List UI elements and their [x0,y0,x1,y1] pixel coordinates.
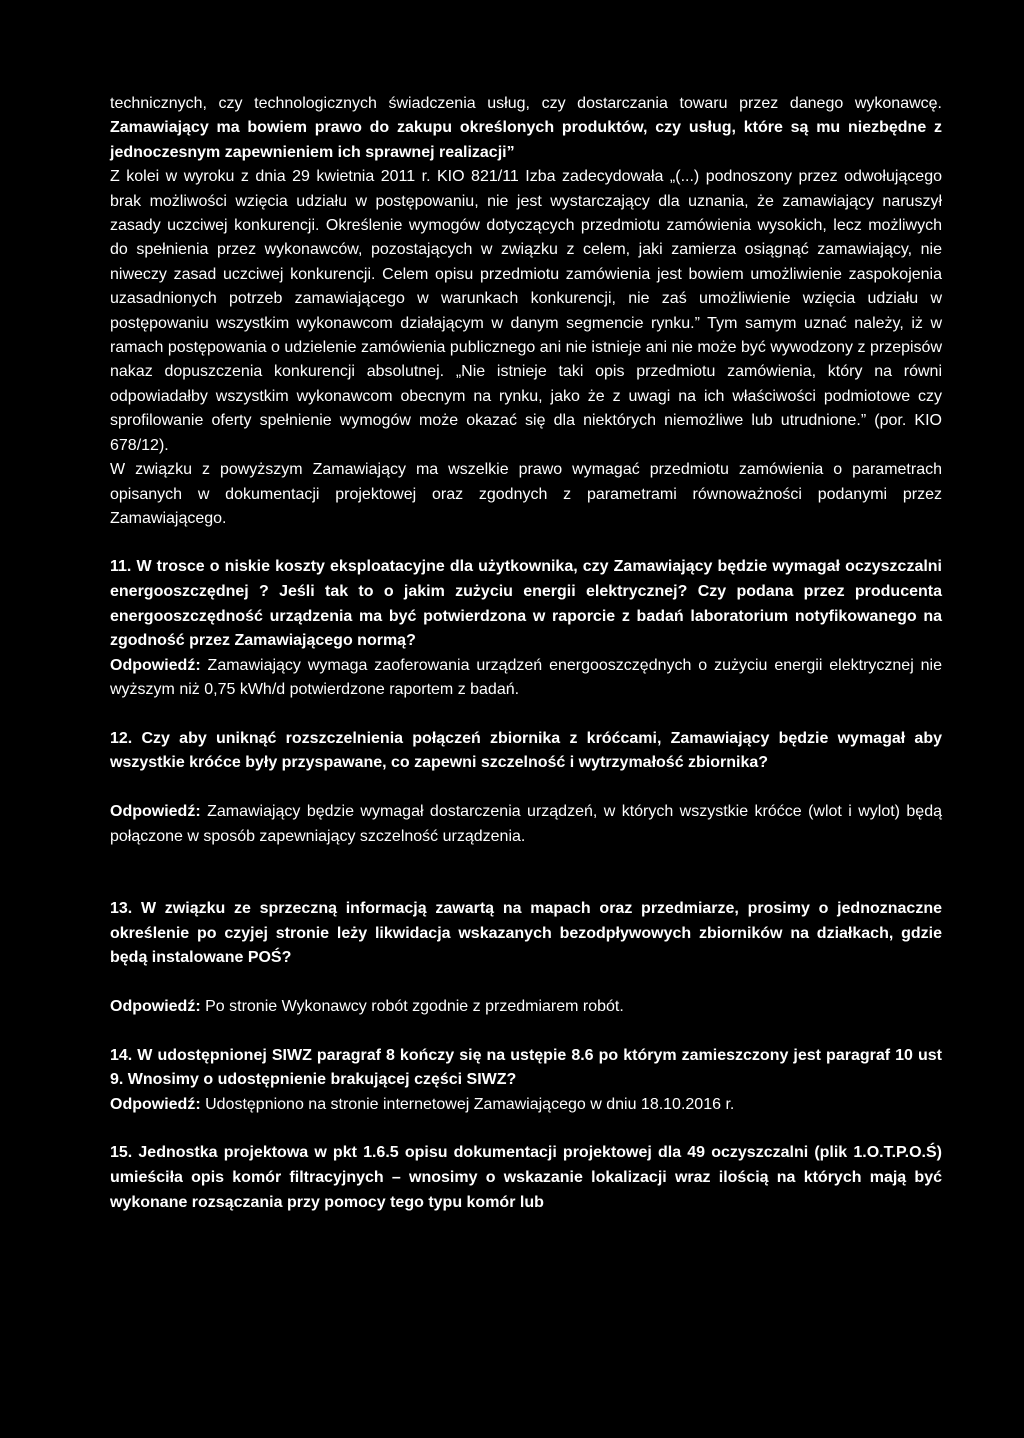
answer-12-text: Zamawiający będzie wymagał dostarczenia urządzeń, w których wszystkie króćce (wlot i wylot) będą połączone w sposób zapewniający szczelność urządzenia. [110,803,942,845]
qa-item-12 [110,727,942,849]
answer-11-text: Zamawiający wymaga zaoferowania urządzeń energooszczędnych o zużyciu energii elektrycznej nie wyższym niż 0,75 kWh/d potwierdzone raportem z badań. [110,656,942,699]
question-11: 11. W trosce o niskie koszty eksploatacyjne dla użytkownika, czy Zamawiający będzie wymagał oczyszczalni energooszczędnej ? Jeśli tak to o jakim zużyciu energii elektrycznej? Czy podana przez producenta energooszczędność urządzenia ma być potwierdzona w raporcie z badań laboratorium notyfikowanego na zgodność przez Zamawiającego normą? [110,558,942,650]
answer-label: Odpowiedź: [110,1095,201,1113]
answer-13 [110,995,942,1020]
qa-item-15 [110,1141,942,1215]
answer-14-text: Udostępniono na stronie internetowej Zamawiającego w dniu 18.10.2016 r. [200,1095,735,1113]
answer-label: Odpowiedź: [110,803,201,821]
qa-item-14 [110,1044,942,1118]
answer-label: Odpowiedź: [110,998,201,1016]
question-12: 12. Czy aby uniknąć rozszczelnienia połączeń zbiornika z króćcami, Zamawiający będzie wymagał aby wszystkie króćce były przyspawane, co zapewni szczelność i wytrzymałość zbiornika? [110,729,942,772]
question-15: 15. Jednostka projektowa w pkt 1.6.5 opisu dokumentacji projektowej dla 49 oczyszczalni (plik 1.O.T.P.O.Ś) umieściła opis komór filtracyjnych – wnosimy o wskazanie lokalizacji wraz ilością na których mają być wykonane rozsączania przy pomocy tego typu komór lub [110,1144,942,1211]
intro-text-1: technicznych, czy technologicznych świadczenia usług, czy dostarczania towaru przez danego wykonawcę. [110,95,942,112]
intro-text-kio: Z kolei w wyroku z dnia 29 kwietnia 2011 r. KIO 821/11 Izba zadecydowała „(...) podnoszony przez odwołującego brak możliwości wzięcia udziału w postępowaniu, nie jest wystarczający dla uznania, że zamawiający naruszył zasady uczciwej konkurencji. Określenie wymogów dotyczących przedmiotu zamówienia wysokich, lecz możliwych do spełnienia przez wykonawców, pozostających w związku z celem, jaki zamierza osiągnąć zamawiający, nie niweczy zasad uczciwej konkurencji. Celem opisu przedmiotu zamówienia jest bowiem umożliwienie zaspokojenia uzasadnionych potrzeb zamawiającego w warunkach konkurencji, nie zaś umożliwienie wzięcia udziału w postępowaniu wszystkim wykonawcom działającym w danym segmencie rynku.” Tym samym uznać należy, iż w ramach postępowania o udzielenie zamówienia publicznego ani nie istnieje ani nie może być wywodzony z przepisów nakaz dopuszczenia konkurencji absolutnej. „Nie istnieje taki opis przedmiotu zamówienia, który na równi odpowiadałby wszystkim wykonawcom obecnym na rynku, jako że z uwagi na ich właściwości podmiotowe czy sprofilowanie oferty spełnienie wymogów może okazać się dla niektórych niemożliwe lub utrudnione.” (por. KIO 678/12). [110,168,942,454]
question-13: 13. W związku ze sprzeczną informacją zawartą na mapach oraz przedmiarze, prosimy o jednoznaczne określenie po czyjej stronie leży likwidacja wskazanych bezodpływowych zbiorników na działkach, gdzie będą instalowane POŚ? [110,900,942,967]
qa-item-11 [110,555,942,703]
answer-14 [110,1093,942,1118]
qa-item-13 [110,897,942,1019]
answer-11 [110,654,942,703]
intro-quote-bold: Zamawiający ma bowiem prawo do zakupu określonych produktów, czy usług, które są mu niezbędne z jednoczesnym zapewnieniem ich sprawnej realizacji” [110,119,942,161]
answer-12 [110,800,942,849]
question-14: 14. W udostępnionej SIWZ paragraf 8 kończy się na ustępie 8.6 po którym zamieszczony jest paragraf 10 ust 9. Wnosimy o udostępnienie brakującej części SIWZ? [110,1046,942,1089]
answer-label: Odpowiedź: [110,656,201,674]
intro-conclusion: W związku z powyższym Zamawiający ma wszelkie prawo wymagać przedmiotu zamówienia o parametrach opisanych w dokumentacji projektowej oraz zgodnych z parametrami równoważności podanymi przez Zamawiającego. [110,461,942,527]
intro-paragraph [110,92,942,531]
answer-13-text: Po stronie Wykonawcy robót zgodnie z przedmiarem robót. [200,998,624,1016]
